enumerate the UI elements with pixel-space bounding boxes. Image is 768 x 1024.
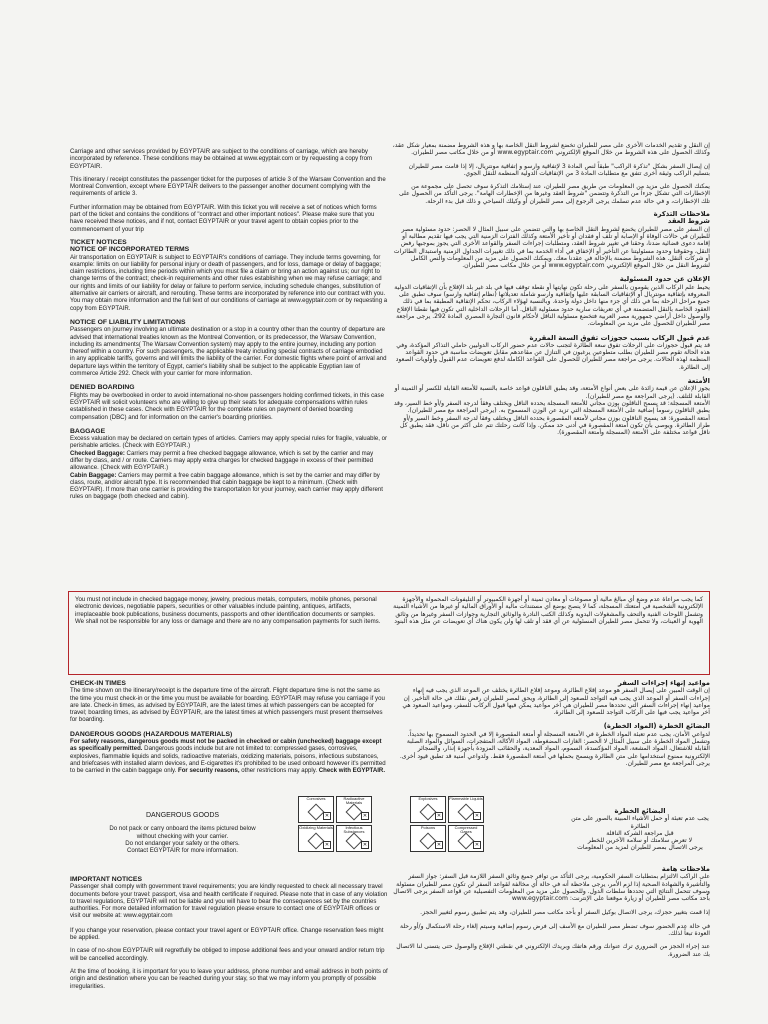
- section-heading: DANGEROUS GOODS (HAZARDOUS MATERIALS): [70, 730, 233, 738]
- body-text: Carriers may permit a free checked baggage allowance, which is set by the carrier and may differ by class, and / or route. Carriers may apply extra charges for checked baggage in excess of their permitted allowance. (Check with EGYPTAIR.): [70, 449, 374, 472]
- section-heading: ملاحظات التذكرة: [653, 210, 710, 219]
- lead-text: Cabin Baggage:: [70, 471, 117, 479]
- lead-text: For safety reasons, dangerous goods must not be packed in checked or cabin (unchecked) baggage except as specifically permitted.: [70, 738, 382, 753]
- english-column-bottom: [70, 876, 388, 996]
- section-body: قد يتم قبول حجوزات على الرحلات تفوق سعة الطائرة لتجنب حالات عدم حضور الركاب الدوليين حاملي التذاكر المؤكدة، وفي هذه الحالة تقوم مصر للطيران بطلب متطوعين يرغبون في التنازل عن مقاعدهم مقابل تعويضات مناسبة في حدود القواعد المنظمة لهذه الحالات. يرجى مراجعة مصر للطيران للحصول على القواعد الكاملة لدفع تعويضات عدم القبول وأولويات الصعود إلى الطائرة.: [395, 341, 710, 371]
- intro-paragraph: Carriage and other services provided by EGYPTAIR are subject to the conditions of carriage, which are hereby incorporated by reference. These conditions may be obtained at www.egyptair.com or by requesting a copy from EGYPTAIR.: [70, 148, 373, 170]
- arabic-column-top: [392, 142, 710, 443]
- section-heading: الإعلان عن حدود المسئولية: [619, 275, 710, 284]
- corrosives-icon: Corrosives ✕: [298, 796, 334, 823]
- section-body: إن الوقت المبين على إيصال السفر هو موعد إقلاع الطائرة، وموعد إقلاع الطائرة يختلف عن الموعد الذي يجب فيه إنهاء إجراءات السفر أو الموعد الذي يجب فيه التواجد للصعود إلى الطائرة، ويحق لمصر للطيران رفض نقلك في حالة التأخير. إن مواعيد إنهاء إجراءات السفر التي تحددها مصر للطيران هي آخر مواعيد يمكن فيها قبول الركاب للسفر، ومواعيد الصعود هي آخر مواعيد يجب فيها على الركاب التواجد للصعود إلى الطائرة.: [402, 687, 710, 717]
- booking-contact-paragraph: At the time of booking, it is important for you to leave your address, phone number and email address in both points of origin and destination where you can be reached during your stay, so that we may inform you promptly of possible irregularities.: [70, 967, 388, 990]
- section-body: على الراكب الالتزام بمتطلبات السفر الحكومية، يرجى التأكد من توافر جميع وثائق السفر اللازمة قبل السفر: جواز السفر والتأشيرة والشهادة الصحية إذا لزم الأمر، يرجى ملاحظة أنه في حالة أي مخالفة لقواعد السفر لن تكون مصر للطيران مسئولة وسوف تتحمل النتائج التي تحددها سلطات الدول. وللحصول على مزيد من المعلومات التفصيلية عن قواعد السفر يرجى الاتصال بأحد مكاتب مصر للطيران أو زيارة موقعنا على الإنترنت: www.egyptair.com: [393, 873, 710, 903]
- warning-text-arabic: كما يجب مراعاة عدم وضع أي مبالغ مالية أو مصوغات أو معادن ثمينة أو أجهزة الكمبيوتر أو التليفونات المحمولة والأجهزة الإلكترونية الشخصية في أمتعتك المسجلة، كما لا ينصح بوضع أي مستندات مالية أو الأوراق المالية أو غيرها من الأشياء الثمينة وتشمل اللوحات الفنية والتحف والمشغولات اليدوية وكذلك الكتب النادرة والوثائق التجارية وجوازات السفر وغيرها من وثائق الهوية أو العينات، ولا تتحمل مصر للطيران المسئولية عن أي فقد أو تلف لها ولن يكون هناك أي تعويضات عن مثل هذه البنود: [393, 596, 703, 625]
- dangerous-goods-notice-arabic: [570, 808, 710, 852]
- dangerous-goods-notice-english: [70, 812, 295, 854]
- flammable-icon: Flammable Liquids ✕: [448, 796, 484, 823]
- no-show-paragraph: في حالة عدم الحضور سوف تضطر مصر للطيران مع الأسف إلى فرض رسوم إضافية وسيتم إلغاء رحلة الاستكمال و/أو رحلة العودة تبعاً لذلك.: [399, 922, 710, 938]
- lead-text: Check with EGYPTAIR.: [318, 767, 386, 775]
- section-body: Flights may be overbooked in order to avoid international no-show passengers holding confirmed tickets, in this case EGYPTAIR will solicit volunteers who are willing to give up their seats for adequate compensations within rules established in these cases. Check with EGYPTAIR for the complete rules on payment of denied boarding compensation (DBC) and for information on the carrier's boarding priorities.: [70, 391, 384, 421]
- section-heading: CHECK-IN TIMES: [70, 680, 126, 687]
- english-column-top: [70, 148, 388, 508]
- section-body: Passengers on journey involving an ultimate destination or a stop in a country other than the country of departure are advised that international treaties known as the Montreal Convention, or its predecessor, the Warsaw Convention, including its amendments( The Warsaw Convention system) may apply to the entire journey, including any portion thereof within a country. For such passengers, the applicable treaty including special contracts of carriage embodied in any applicable tariffs, governs and will limits the liability of the carrier. For domestic flights where point of arrival and departure lays within the territory of Egypt, carrier's liability shall be subject to the applicable Egyptian law of commerce Article 292. Check with your carrier for more information.: [70, 326, 387, 378]
- change-reservation-paragraph: إذا قمت بتغيير حجزك، يرجى الاتصال بوكيل السفر أو بأحد مكاتب مصر للطيران، وقد يتم تطبيق رسوم لتغيير الحجز.: [420, 909, 710, 917]
- section-body: The time shown on the itinerary/receipt is the departure time of the aircraft. Flight departure time is not the same as the time you must check-in or the time you must be available for boarding. EGYPTAIR may refuse you carriage if you are late. Check-in times, as advised by EGYPTAIR, are the latest times at which passengers can be accepted for travel; boarding times, as advised by EGYPTAIR, are the latest times at which passengers must present themselves for boarding.: [70, 687, 385, 724]
- infectious-icon: Infectious Substances ✕: [336, 825, 372, 852]
- section-subheading: شروط العقد: [667, 217, 710, 226]
- arabic-column-bottom: [392, 866, 710, 964]
- section-heading: الأمتعة: [687, 377, 710, 386]
- radioactive-icon: Radioactive Materials ✕: [336, 796, 372, 823]
- section-heading: ملاحظات هامة: [661, 865, 710, 873]
- notice-line: لا تعرض سلامتك أو سلامة الآخرين للخطر: [587, 837, 693, 845]
- baggage-section: [70, 428, 388, 501]
- notice-line: without checking with your carrier.: [136, 832, 229, 840]
- hazard-icon-grid-right: [410, 796, 484, 852]
- valuables-warning-box: [68, 591, 710, 675]
- intro-paragraph: Further information may be obtained from EGYPTAIR. With this ticket you will receive a set of notices which forms part of the ticket and contains the conditions of "contract and other important notices". Please make sure that you have received these notices, and if not, contact EGYPTAIR or your travel agent to obtain copies prior to the commencement of your trip: [70, 203, 377, 233]
- liability-section: [392, 276, 710, 327]
- lead-text: For security reasons,: [177, 767, 240, 775]
- section-heading: NOTICE OF LIABILITY LIMITATIONS: [70, 318, 186, 326]
- cabin-baggage-paragraph: أمتعة المقصورة: قد يسمح الناقلون بوزن مجاني لأمتعة المقصورة يحدده الناقل ويختلف وفقاً لدرجة السفر وخط السير و/أو طراز الطائرة. ويوصى بأن تكون أمتعة المقصورة في أدنى حد ممكن. وإذا كانت رحلتك تتم على أكثر من ناقل، فقد يطبق كل ناقل قواعد مختلفة على الأمتعة (المسجلة وأمتعة المقصورة).: [399, 414, 710, 437]
- section-body: يحيط علم الركاب الذين يقومون بالسفر على رحلة تكون نهايتها أو نقطة توقف فيها في بلد غير بلد الإقلاع بأن الإتفاقيات الدولية المعروفة بإتفاقية مونتريال أو الإتفاقيات السابقة عليها وإتفاقية وارسو شاملة تعديلاتها (نظام إتفاقية وارسو) سوف تطبق على جميع مراحل الرحلة بما في ذلك أي جزء منها داخل دولة واحدة. وبالنسبة لهؤلاء الركاب، تحكم الإتفاقية المطبقة بما في ذلك العقود الخاصة بالنقل المتضمنة في أي تعريفات سارية حدود مسئولية الناقل. أما الرحلات الداخلية التي تكون فيها نقطتا الإقلاع والوصول داخل أراضي جمهورية مصر العربية فتخضع مسئولية الناقل لأحكام قانون التجارة المصري المادة 292. يرجى مراجعة مصر للطيران للحصول على مزيد من المعلومات.: [394, 283, 710, 328]
- important-notices-section: [70, 876, 388, 920]
- section-heading: مواعيد إنهاء إجراءات السفر: [618, 679, 710, 687]
- notice-line: Contact EGYPTAIR for more information.: [127, 847, 238, 855]
- dangerous-goods-title: DANGEROUS GOODS: [145, 812, 220, 819]
- section-heading: BAGGAGE: [70, 427, 106, 435]
- arabic-column-middle: [392, 680, 710, 774]
- intro-paragraph: يمكنك الحصول على مزيد من المعلومات من طريق مصر للطيران، عند إستلامك التذكرة سوف تحصل على مجموعة من الإخطارات التي تشكل جزءاً من التذكرة وتتضمن "شروط العقد وغيرها من الإخطارات الهامة". يرجى التأكد من الحصول على تلك الإخطارات، و في حالة عدم تسلمك يرجى الرجوع إلى مصر للطيران أو وكيلك السياحي و ذلك قبل بدء الرحلة.: [398, 183, 710, 205]
- checkin-section: [392, 680, 710, 716]
- body-text: Carriers may permit a free cabin baggage allowance, which is set by the carrier and may differ by class, route, and/or aircraft type. It is recommended that cabin baggage be kept to a minimum. (Check with EGYPTAIR). If more than one carrier is providing the transportation for your journey, each carrier may apply different rules on baggage (both checked and cabin).: [70, 471, 383, 501]
- dangerous-goods-section: [392, 723, 710, 767]
- checked-baggage-paragraph: [70, 450, 388, 472]
- notice-line: Do not pack or carry onboard the items pictured below: [109, 825, 256, 833]
- denied-boarding-section: [392, 335, 710, 371]
- cabin-baggage-paragraph: [70, 472, 388, 501]
- checked-baggage-paragraph: الأمتعة المسجلة: قد يسمح الناقلون بوزن مجاني للأمتعة المسجلة يحدده الناقل ويختلف وفقاً لدرجة السفر و/أو خط السير، وقد يطبق الناقلون رسوماً إضافية على الأمتعة المسجلة التي تزيد عن الوزن المسموح به. (يرجى المراجعة مع مصر للطيران).: [393, 399, 710, 415]
- booking-contact-paragraph: عند إجراء الحجز من الضروري ترك عنوانك ورقم هاتفك وبريدك الإلكتروني في نقطتي الإقلاع والوصول حتى يتسنى لنا الاتصال بك عند الضرورة.: [396, 943, 710, 958]
- body-text: Dangerous goods include but are not limited to: compressed gases, corrosives, explosives, flammable liquids and solids, radioactive materials, oxidizing materials, poisons, infectious substances, and briefcases with installed alarm devices, and E-cigarettes it's prohibited to be used onboard however it's permitted to be carried in the cabin baggage only.: [70, 745, 386, 775]
- poisons-icon: Poisons ✕: [410, 825, 446, 852]
- english-column-middle: [70, 680, 388, 782]
- section-body: إن السفر على مصر للطيران يخضع لشروط النقل الخاصة بها والتي تتضمن على سبيل المثال لا الحصر: حدود مسئولية مصر للطيران في حالات الوفاة أو الإصابة أو تلف أو فقدان أو تأخير الأمتعة وكذلك الفترات الزمنية التي يجب فيها تقديم مطالبة أو إقامة دعوى قضائية ضدنا، وحقنا في تغيير شروط العقد، ومتطلبات إجراءات السفر والقواعد الأخرى التي يجوز بموجبها رفض النقل، وحقوقنا وحدود مسئوليتنا عن التأخير أو الإخفاق في أداء الخدمة بما في ذلك تغييرات الجداول الزمنية واستبدال الطائرات أو شركات النقل. هذه الشروط مضمنة بالإحالة في عقدنا معك. ويمكنك الحصول على مزيد من المعلومات والنص الكامل لشروط النقل من خلال الموقع الإلكتروني www.egyptair.com أو من خلال مكاتب مصر للطيران.: [393, 225, 710, 270]
- no-show-paragraph: In case of no-show EGYPTAIR will regretfully be obliged to impose additional fees and your onward and/or return trip will be cancelled accordingly.: [70, 947, 385, 962]
- dangerous-goods-section: [70, 731, 388, 775]
- notice-line: يجب عدم تعبئة أو حمل الأشياء المبينة بالصور على متن الطائرة: [571, 815, 709, 830]
- warning-text-english: You must not include in checked baggage money, jewelry, precious metals, computers, mobile phones, personal electronic devices, negotiable papers, securities or other valuables include painting, antiques, artifacts, irreplaceable book publications, business documents, passports and other identification documents or samples. We shall not be responsible for any loss or damage and there are no any compensation payments for such items.: [75, 596, 381, 625]
- section-heading: IMPORTANT NOTICES: [70, 876, 142, 883]
- intro-paragraph: This itinerary / receipt constitutes the passenger ticket for the purposes of article 3 of the Warsaw Convention and the Montreal Convention, except where EGYPTAIR delivers to the passenger another document complying with the requirements of article 3.: [70, 175, 386, 198]
- notice-line: Do not endanger your safety or the others.: [125, 839, 240, 847]
- ticket-notices-section: [70, 239, 388, 312]
- compressed-gases-icon: Compressed Gases ✕: [448, 825, 484, 852]
- section-heading: البضائع الخطرة (المواد الخطرة): [603, 722, 710, 731]
- lead-text: Checked Baggage:: [70, 449, 125, 457]
- body-text: other restrictions may apply.: [239, 767, 318, 775]
- section-subheading: NOTICE OF INCORPORATED TERMS: [70, 246, 190, 254]
- section-heading: عدم قبول الركاب بسبب حجوزات تفوق السعة المقررة: [529, 333, 710, 342]
- hazard-icons: [298, 796, 486, 872]
- change-reservation-paragraph: If you change your reservation, please contact your travel agent or EGYPTAIR office. Change reservation fees might be applied.: [70, 926, 384, 942]
- section-heading: DENIED BOARDING: [70, 384, 135, 392]
- section-body: يجوز الإعلان عن قيمة زائدة على بعض أنواع الأمتعة، وقد يطبق الناقلون قواعد خاصة بالنسبة للأمتعة القابلة للكسر أو الثمينة أو القابلة للتلف. (يرجى المراجعة مع مصر للطيران).: [394, 385, 710, 400]
- section-body: Air transportation on EGYPTAIR is subject to EGYPTAIR's conditions of carriage. They include terms governing, for example: limits on our liability for personal injury or death of passengers, and for loss, damage or delay of baggage; claim restrictions, including time periods within which you must file a claim or bring an action against us; our right to change terms of the contract; check-in requirements and other rules establishing when we may refuse carriage; and our rights and limits of our liability for delay or failure to perform service, including schedule changes, substitution of alternative air carriers or aircraft, and rerouting. These terms are incorporated by reference into our contract with you. You may obtain more information and the full text of our conditions of carriage at www.egyptair.com or by requesting a copy from EGYPTAIR.: [70, 253, 388, 312]
- ticket-notices-section: [392, 211, 710, 269]
- denied-boarding-section: [70, 384, 388, 420]
- hazard-icon-grid-left: [298, 796, 372, 852]
- dangerous-goods-title: البضائع الخطرة: [614, 807, 666, 815]
- oxidizing-icon: Oxidizing Materials ✕: [298, 825, 334, 852]
- important-notices-section: [392, 866, 710, 902]
- checkin-section: [70, 680, 388, 724]
- section-heading: TICKET NOTICES: [70, 238, 127, 246]
- intro-paragraph: إن إيصال السفر بشكل "تذكرة الراكب" طبقاً لنص المادة 3 لإتفاقية وارسو و إتفاقية مونتريال، إلا إذا قامت مصر للطيران بتسليم الراكب وثيقة أخرى تتفق مع متطلبات المادة 3 من الإتفاقيات الدولية المنظمة للنقل الجوي.: [408, 162, 710, 177]
- explosives-icon: Explosives ✕: [410, 796, 446, 823]
- liability-section: [70, 319, 388, 377]
- section-body: لدواعي الأمان، يجب عدم تعبئة المواد الخطرة في الأمتعة المسجلة أو أمتعة المقصورة إلا في الحدود المسموح بها تحديداً. وتشمل المواد الخطرة على سبيل المثال لا الحصر: الغازات المضغوطة، المواد الأكالة، المتفجرات، السوائل والمواد الصلبة القابلة للاشتعال، المواد المشعة، المواد المؤكسدة، السموم، المواد المعدية، والحقائب المزودة بأجهزة إنذار، والسجائر الإلكترونية ممنوع استخدامها على متن الطائرة ويسمح بحملها في أمتعة المقصورة فقط. ولدواعي أمنية قد تطبق قيود أخرى. يرجى المراجعة مع مصر للطيران.: [399, 730, 710, 767]
- section-body: Passenger shall comply with government travel requirements; you are kindly requested to check all necessary travel documents before your travel: passport, visa and health certificate if required. Please note that in case of any violation to travel regulations, EGYPTAIR will not be liable and you will have to bear the consequences set by the countries authorities. For more detailed information for travel regulation please ensure to contact one of EGYPTAIR offices or visit our website at: www.egyptair.com: [70, 883, 388, 920]
- section-body: Excess valuation may be declared on certain types of articles. Carriers may apply special rules for fragile, valuable, or perishable articles. (Check with EGYPTAIR.): [70, 435, 388, 450]
- baggage-section: [392, 378, 710, 436]
- section-body: [70, 738, 388, 774]
- notice-line: قبل مراجعة الشركة الناقلة: [606, 829, 674, 837]
- intro-paragraph: إن النقل و تقديم الخدمات الأخرى على مصر للطيران تخضع لشروط النقل الخاصة بها و هذه الشروط مضمنة بمعيار شكل عقد، وكذلك الحصول على هذه الشروط من خلال الموقع الإلكتروني www.egyptair.com أو من خلال مكاتب مصر للطيران.: [392, 142, 710, 157]
- notice-line: يرجى الاتصال بمصر للطيران لمزيد من المعلومات: [577, 844, 703, 852]
